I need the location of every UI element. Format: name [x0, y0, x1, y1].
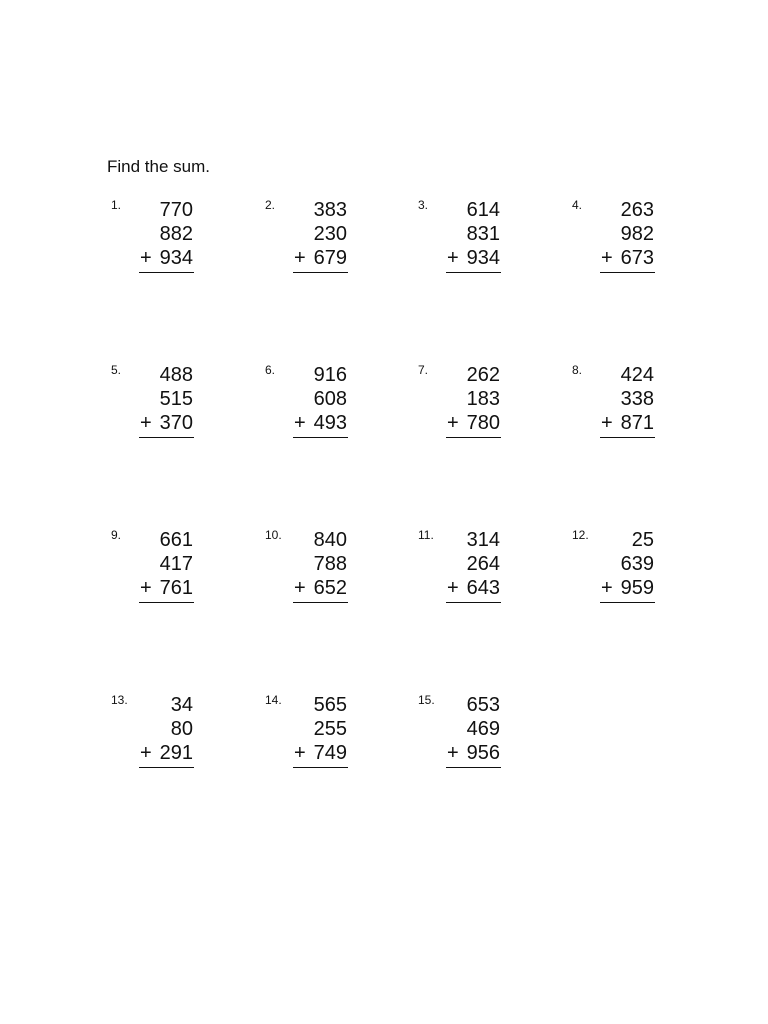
sum-line: [139, 602, 194, 603]
problem-8: [572, 363, 692, 453]
sum-line: [293, 437, 348, 438]
sum-line: [293, 602, 348, 603]
addend-2: 788: [313, 553, 347, 575]
addend-3: 934: [159, 247, 193, 269]
addend-1: 424: [620, 364, 654, 386]
plus-sign: +: [447, 577, 459, 599]
problem-6: [265, 363, 385, 453]
addend-2: 608: [313, 388, 347, 410]
addend-2: 417: [159, 553, 193, 575]
sum-line: [446, 272, 501, 273]
problem-number: 3.: [418, 198, 429, 212]
addend-3: 679: [313, 247, 347, 269]
problem-number: 14.: [265, 693, 282, 707]
addend-1: 661: [159, 529, 193, 551]
plus-sign: +: [294, 577, 306, 599]
problem-15: [418, 693, 538, 783]
sum-line: [600, 272, 655, 273]
addend-3: 370: [159, 412, 193, 434]
addend-1: 314: [466, 529, 500, 551]
addend-2: 469: [466, 718, 500, 740]
problem-number: 4.: [572, 198, 583, 212]
problem-1: [111, 198, 231, 288]
plus-sign: +: [601, 247, 613, 269]
instruction-text: Find the sum.: [107, 157, 210, 176]
addend-1: 25: [631, 529, 654, 551]
problem-5: [111, 363, 231, 453]
sum-line: [139, 272, 194, 273]
problem-number: 1.: [111, 198, 122, 212]
addend-3: 871: [620, 412, 654, 434]
sum-line: [446, 602, 501, 603]
problem-number: 10.: [265, 528, 282, 542]
addend-3: 959: [620, 577, 654, 599]
sum-line: [446, 767, 501, 768]
plus-sign: +: [140, 742, 152, 764]
problem-11: [418, 528, 538, 618]
addend-2: 882: [159, 223, 193, 245]
addend-1: 383: [313, 199, 347, 221]
problem-number: 11.: [418, 528, 434, 542]
addend-3: 291: [159, 742, 193, 764]
addend-1: 34: [170, 694, 193, 716]
addend-1: 263: [620, 199, 654, 221]
problem-3: [418, 198, 538, 288]
addend-1: 770: [159, 199, 193, 221]
addend-3: 956: [466, 742, 500, 764]
addend-1: 916: [313, 364, 347, 386]
problem-number: 6.: [265, 363, 276, 377]
problem-number: 12.: [572, 528, 589, 542]
problem-number: 15.: [418, 693, 435, 707]
addend-3: 934: [466, 247, 500, 269]
problem-10: [265, 528, 385, 618]
sum-line: [446, 437, 501, 438]
addend-2: 338: [620, 388, 654, 410]
sum-line: [600, 437, 655, 438]
addend-2: 230: [313, 223, 347, 245]
plus-sign: +: [601, 577, 613, 599]
addend-2: 255: [313, 718, 347, 740]
addend-1: 614: [466, 199, 500, 221]
addend-2: 264: [466, 553, 500, 575]
problem-4: [572, 198, 692, 288]
problem-number: 5.: [111, 363, 122, 377]
plus-sign: +: [447, 247, 459, 269]
plus-sign: +: [140, 412, 152, 434]
addend-2: 831: [466, 223, 500, 245]
problem-14: [265, 693, 385, 783]
problem-13: [111, 693, 231, 783]
addend-1: 488: [159, 364, 193, 386]
addend-2: 80: [170, 718, 193, 740]
problem-2: [265, 198, 385, 288]
addend-2: 515: [159, 388, 193, 410]
addend-1: 653: [466, 694, 500, 716]
plus-sign: +: [601, 412, 613, 434]
problem-12: [572, 528, 692, 618]
problem-7: [418, 363, 538, 453]
addend-3: 749: [313, 742, 347, 764]
addend-3: 493: [313, 412, 347, 434]
problem-number: 7.: [418, 363, 429, 377]
plus-sign: +: [294, 412, 306, 434]
sum-line: [293, 272, 348, 273]
sum-line: [139, 437, 194, 438]
problem-number: 13.: [111, 693, 128, 707]
problem-number: 8.: [572, 363, 583, 377]
plus-sign: +: [294, 742, 306, 764]
addend-2: 183: [466, 388, 500, 410]
addend-2: 639: [620, 553, 654, 575]
plus-sign: +: [294, 247, 306, 269]
plus-sign: +: [140, 577, 152, 599]
addend-3: 673: [620, 247, 654, 269]
addend-1: 565: [313, 694, 347, 716]
sum-line: [600, 602, 655, 603]
problem-number: 2.: [265, 198, 276, 212]
problem-9: [111, 528, 231, 618]
sum-line: [293, 767, 348, 768]
addend-3: 780: [466, 412, 500, 434]
plus-sign: +: [447, 412, 459, 434]
addend-3: 643: [466, 577, 500, 599]
addend-1: 262: [466, 364, 500, 386]
plus-sign: +: [140, 247, 152, 269]
problem-number: 9.: [111, 528, 122, 542]
addend-2: 982: [620, 223, 654, 245]
sum-line: [139, 767, 194, 768]
addend-1: 840: [313, 529, 347, 551]
addend-3: 761: [159, 577, 193, 599]
addend-3: 652: [313, 577, 347, 599]
plus-sign: +: [447, 742, 459, 764]
